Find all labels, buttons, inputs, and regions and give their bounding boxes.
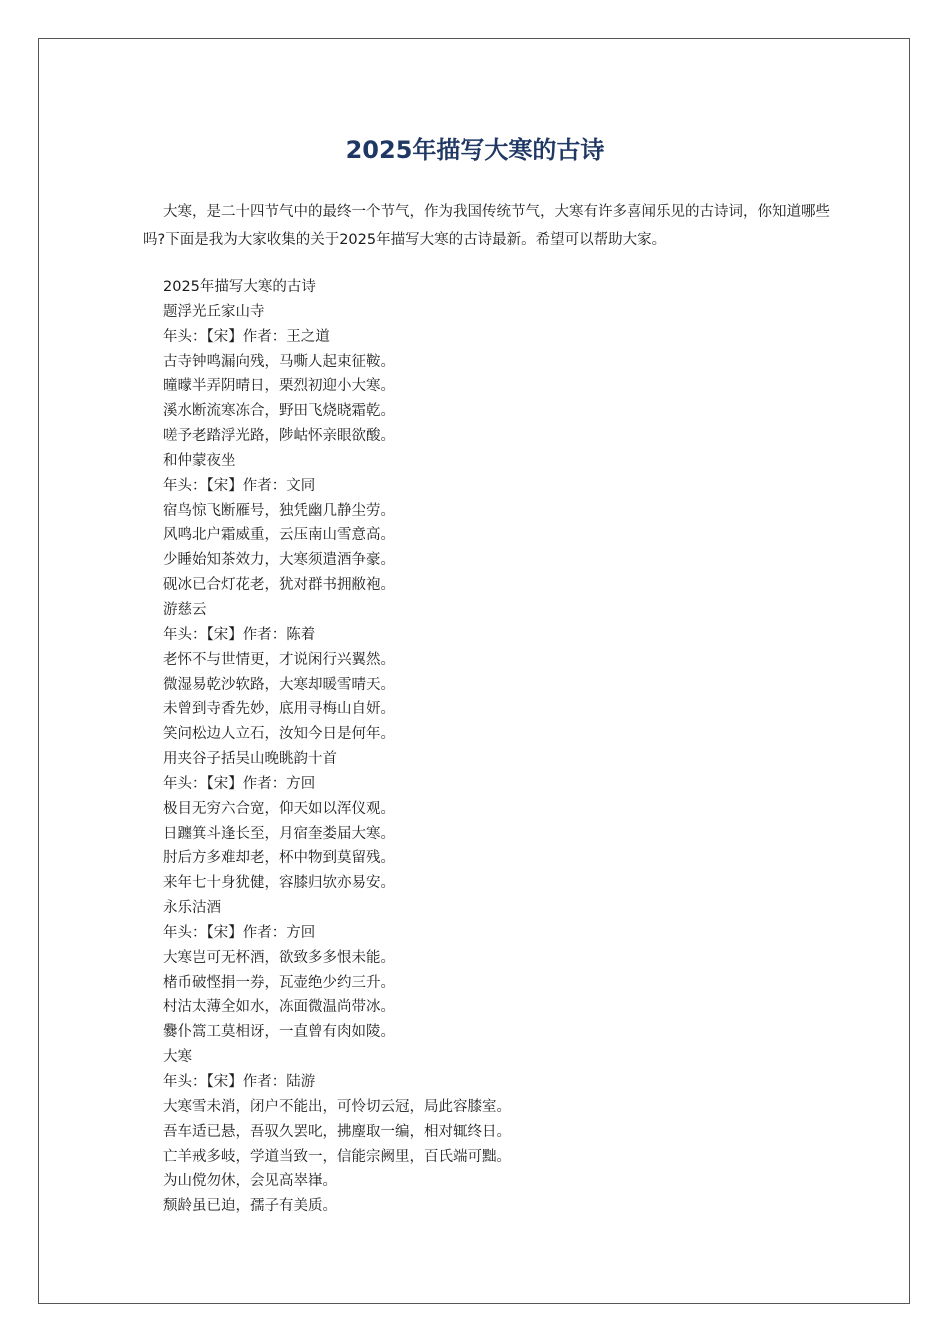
text-line: 年头：【宋】作者：王之道 xyxy=(163,328,330,345)
text-line: 用夹谷子括吴山晚眺韵十首 xyxy=(163,751,337,768)
text-line: 年头：【宋】作者：方回 xyxy=(163,775,316,792)
document-title: 2025年描写大寒的古诗 xyxy=(345,136,605,164)
text-line: 村沽太薄全如水，冻面微温尚带冰。 xyxy=(163,999,395,1016)
text-line: 老怀不与世情更，才说闲行兴翼然。 xyxy=(163,651,395,668)
text-line: 年头：【宋】作者：陈着 xyxy=(163,626,316,643)
text-line: 日躔箕斗逢长至，月宿奎娄届大寒。 xyxy=(163,825,395,842)
text-line: 亡羊戒多岐，学道当致一，信能宗阙里，百氏端可黜。 xyxy=(163,1148,511,1165)
text-line: 年头：【宋】作者：陆游 xyxy=(163,1074,316,1090)
text-line: 极目无穷六合宽，仰天如以浑仪观。 xyxy=(163,800,395,817)
text-line: 未曾到寺香先妙，底用寻梅山自妍。 xyxy=(163,701,395,718)
text-line: 来年七十身犹健，容膝归欤亦易安。 xyxy=(163,875,395,892)
text-line: 年头：【宋】作者：方回 xyxy=(163,924,316,941)
text-line: 年头：【宋】作者：文同 xyxy=(163,477,316,494)
text-line: 大寒雪未消，闭户不能出，可怜切云冠，局此容膝室。 xyxy=(163,1098,511,1115)
text-line: 永乐沽酒 xyxy=(163,900,221,917)
text-line: 砚冰已合灯花老，犹对群书拥敝袍。 xyxy=(163,577,395,594)
text-line: 游慈云 xyxy=(163,601,207,618)
text-line: 微湿易乾沙软路，大寒却暖雪晴天。 xyxy=(163,676,395,693)
intro-paragraph: 大寒，是二十四节气中的最终一个节气，作为我国传统节气，大寒有许多喜闻乐见的古诗词，你知道哪些吗?下面是我为大家收集的关于2025年描写大寒的古诗最新。希望可以帮助大家。 xyxy=(143,204,830,248)
text-line: 吾车适已悬，吾驭久罢叱，拂麈取一编，相对辄终日。 xyxy=(163,1123,511,1140)
text-line: 题浮光丘家山寺 xyxy=(163,303,265,320)
text-line: 宿鸟惊飞断雁号，独凭幽几静尘劳。 xyxy=(163,502,395,519)
text-line: 溪水断流寒冻合，野田飞烧晓霜乾。 xyxy=(163,403,395,420)
text-line: 2025年描写大寒的古诗 xyxy=(163,279,316,295)
text-line: 颓龄虽已迫，孺子有美质。 xyxy=(163,1198,337,1215)
text-line: 风鸣北户霜威重，云压南山雪意高。 xyxy=(163,527,395,544)
text-line: 和仲蒙夜坐 xyxy=(163,452,236,469)
text-line: 曈曚半弄阴晴日，栗烈初迎小大寒。 xyxy=(163,378,395,395)
text-line: 少睡始知茶效力，大寒须遣酒争豪。 xyxy=(163,552,395,569)
text-line: 大寒 xyxy=(163,1049,192,1066)
text-line: 楮币破悭捐一券，瓦壶绝少约三升。 xyxy=(163,974,395,991)
text-line: 笑问松边人立石，汝知今日是何年。 xyxy=(163,726,395,743)
poem-lines xyxy=(163,275,511,1219)
text-line: 嗟予老踏浮光路，陟岵怀亲眼欲酸。 xyxy=(163,428,395,445)
text-line: 大寒岂可无杯酒，欲致多多恨未能。 xyxy=(163,949,395,966)
text-line: 肘后方多难却老，杯中物到莫留残。 xyxy=(163,850,395,867)
text-line: 爨仆篙工莫相讶，一直曾有肉如陵。 xyxy=(163,1024,395,1041)
text-line: 古寺钟鸣漏向残，马嘶人起束征鞍。 xyxy=(163,353,395,370)
text-line: 为山傥勿休，会见高崒嵂。 xyxy=(163,1173,337,1190)
